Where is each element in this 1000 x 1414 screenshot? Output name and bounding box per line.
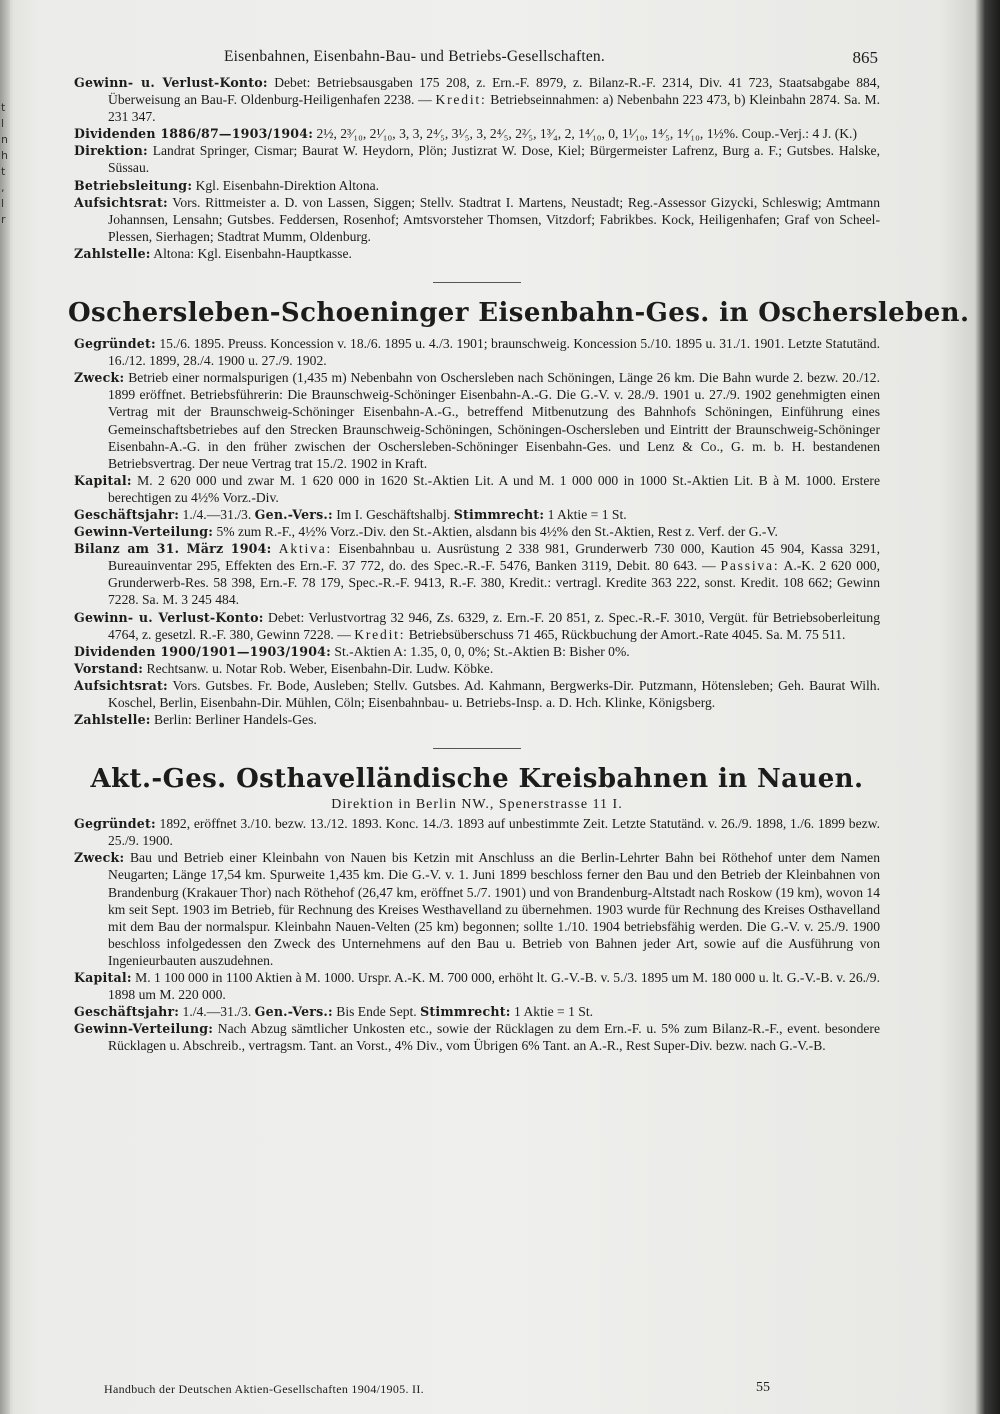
- entry-label: Gen.-Vers.:: [254, 506, 333, 522]
- entry-text: Verlustvortrag 32 946, Zs. 6329, z. Ern.-F. 20 851, z. Spec.-R.-F. 3010, Vergüt. für Betriebsoberleitung 4764, z. gesetzl. R.-F. 380, Gewinn 7228. —: [108, 609, 880, 642]
- section-divider: [433, 748, 521, 749]
- entry-label: Geschäftsjahr:: [74, 506, 180, 522]
- entry-betriebsleitung: [74, 177, 880, 194]
- entry-sublabel: Aktiva:: [271, 541, 333, 557]
- entry-label: Direktion:: [74, 143, 148, 159]
- entry-sublabel: Kredit:: [435, 92, 487, 108]
- entry-zahlstelle: [74, 245, 880, 262]
- entry-text: 1892, eröffnet 3./10. bezw. 13./12. 1893. Konc. 14./3. 1893 auf unbestimmte Zeit. Letzte Statutänd. v. 26./9. 1898, 1./6. 1899 bezw. 25./9. 1900.: [108, 816, 880, 849]
- entry-label: Dividenden 1886/87—1903/1904:: [74, 126, 314, 142]
- entry-label: Gegründet:: [74, 336, 156, 352]
- entry-direktion: [74, 142, 880, 176]
- entry-label: Gewinn- u. Verlust-Konto:: [74, 75, 268, 90]
- entry-text: Vors. Gutsbes. Fr. Bode, Ausleben; Stellv. Gutsbes. Ad. Kahmann, Bergwerks-Dir. Putzmann, Hötensleben; Geh. Baurat Wilh. Koschel, Berlin, Eisenbahn-Dir. Mühlen, Cöln; Eisenbahnbau- u. Betriebs-Insp. a. D. Hch. Klinke, Königsberg.: [108, 677, 880, 710]
- running-head-title: Eisenbahnen, Eisenbahn-Bau- und Betriebs-Gesellschaften.: [224, 48, 605, 65]
- entry-gegruendet: [74, 335, 880, 369]
- entry-label: Aufsichtsrat:: [74, 194, 168, 210]
- entry-zahlstelle: [74, 711, 880, 728]
- entry-label: Stimmrecht:: [453, 506, 545, 522]
- edge-letter: r: [1, 213, 6, 226]
- company-title: Akt.-Ges. Osthavelländische Kreisbahnen in Nauen.: [90, 764, 864, 795]
- entry-gegruendet: [74, 815, 880, 849]
- entry-label: Gegründet:: [74, 816, 156, 832]
- entry-text: 1./4.—31./3.: [179, 1004, 255, 1020]
- entry-dividenden: [74, 125, 880, 142]
- entry-label: Gen.-Vers.:: [254, 1004, 333, 1020]
- company-osthavellaendische: [74, 763, 880, 1054]
- entry-label: Zweck:: [74, 370, 125, 386]
- entry-sublabel: Passiva:: [720, 558, 780, 574]
- edge-letter: l: [1, 197, 5, 210]
- entry-text: Betriebseinnahmen: a) Nebenbahn 223 473, b) Kleinbahn 2874. Sa. M. 231 347.: [108, 92, 881, 125]
- entry-sublabel: Kredit:: [354, 626, 406, 642]
- entry-text: Nach Abzug sämtlicher Unkosten etc., sowie der Rücklagen zu dem Ern.-F. u. 5% zum Bilanz-R.-F., event. besondere Rücklagen u. Abschreib., vertragsm. Tant. an Vorst., 4% Div., vom Übrigen 6% Tant. an A.-R., Rest Super-Div. bezw. nach G.-V.-B.: [108, 1021, 880, 1054]
- entry-text: St.-Aktien A: 1.35, 0, 0, 0%; St.-Aktien B: Bisher 0%.: [331, 643, 630, 659]
- entry-text: Im I. Geschäftshalbj.: [332, 506, 454, 522]
- running-head: [74, 46, 880, 74]
- entry-label: Gewinn- u. Verlust-Konto:: [74, 609, 264, 625]
- page-number: 865: [852, 48, 878, 67]
- entry-text: 15./6. 1895. Preuss. Koncession v. 18./6. 1895 u. 4./3. 1901; braunschweig. Koncession 5./10. 1895 u. 31./1. 1901. Letzte Statutänd. 16./12. 1899, 28./4. 1900 u. 27./9. 1902.: [108, 336, 880, 369]
- entry-vorstand: [74, 660, 880, 677]
- entry-text: Debet: Betriebsausgaben 175 208, z. Ern.-F. 8979, z. Bilanz-R.-F. 2314, Div. 41 723, Staatsabgabe 884, Überweisung an Bau-F. Oldenburg-Heiligenhafen 2238. —: [108, 75, 880, 108]
- entry-gewinn-verlust: [74, 74, 880, 125]
- entry-text: 1./4.—31./3.: [179, 506, 255, 522]
- entry-geschaeftsjahr: [74, 1003, 880, 1020]
- entry-label: Zahlstelle:: [74, 712, 151, 728]
- page-content: [68, 46, 970, 1055]
- company-address: Direktion in Berlin NW., Spenerstrasse 11 I.: [331, 797, 623, 813]
- entry-label: Aufsichtsrat:: [74, 677, 168, 693]
- entry-text: 1 Aktie = 1 St.: [544, 506, 627, 522]
- company-oschersleben: [68, 297, 970, 728]
- entry-label: Vorstand:: [74, 660, 144, 676]
- entry-text: Vors. Rittmeister a. D. von Lassen, Siggen; Stellv. Stadtrat I. Martens, Neustadt; Reg.-Assessor Gizycki, Schleswig; Amtmann Johannsen, Lensahn; Gutsbes. Feddersen, Rosenhof; Amtsvorsteher Thomsen, Vitzdorf; Fabrikbes. Kock, Heiligenhafen; Graf von Scheel-Plessen, Sierhagen; Stadtrat Mumm, Oldenburg.: [108, 194, 880, 244]
- edge-letter: n: [1, 133, 8, 146]
- entry-zweck: [74, 849, 880, 969]
- entry-text: Landrat Springer, Cismar; Baurat W. Heydorn, Plön; Justizrat W. Dose, Kiel; Bürgermeister Lafrenz, Burg a. F.; Gutsbes. Halske, Süssau.: [108, 143, 880, 176]
- edge-letter: t: [1, 101, 6, 114]
- entry-gewinn-verteilung: [74, 1020, 880, 1054]
- entry-aufsichtsrat: [74, 677, 880, 711]
- entry-label: Kapital:: [74, 472, 132, 488]
- entry-text: M. 1 100 000 in 1100 Aktien à M. 1000. Urspr. A.-K. M. 700 000, erhöht lt. G.-V.-B. v. 5./3. 1895 um M. 180 000 u. lt. G.-V.-B. v. 26./9. 1898 um M. 220 000.: [108, 970, 880, 1003]
- edge-letter: l: [1, 117, 5, 130]
- entry-text: Eisenbahnbau u. Ausrüstung 2 338 981, Grunderwerb 730 000, Kaution 45 904, Kassa 3291, Bureauinventar 295, Effekten des Ern.-F. 37 772, do. des Spec.-R.-F. 5476, Banken 3119, Debit. 80 643. —: [108, 541, 880, 574]
- footer-signature: 55: [756, 1380, 770, 1395]
- entry-text: 2½, 2³⁄₁₀, 2¹⁄₁₀, 3, 3, 2⁴⁄₅, 3¹⁄₅, 3, 2⁴⁄₅, 2²⁄₅, 1³⁄₄, 2, 1⁴⁄₁₀, 0, 1¹⁄₁₀, 1⁴⁄₅, 1⁴⁄₁₀, 1½%. Coup.-Verj.: 4 J. (K.): [313, 126, 857, 142]
- entry-text: 5% zum R.-F., 4½% Vorz.-Div. den St.-Aktien, alsdann bis 4½% den St.-Aktien, Rest z. Verf. der G.-V.: [213, 524, 778, 540]
- facing-page-letters: [1, 100, 9, 228]
- edge-letter: h: [1, 149, 8, 162]
- footer-book-title: Handbuch der Deutschen Aktien-Gesellschaften 1904/1905. II.: [104, 1382, 424, 1396]
- entry-label: Gewinn-Verteilung:: [74, 524, 214, 540]
- entry-label: Stimmrecht:: [420, 1004, 511, 1020]
- entry-text: Bis Ende Sept.: [332, 1004, 421, 1020]
- edge-letter: t: [1, 165, 6, 178]
- entry-bilanz: [74, 540, 880, 608]
- entry-text: Rechtsanw. u. Notar Rob. Weber, Eisenbahn-Dir. Ludw. Köbke.: [143, 660, 494, 676]
- entry-sublabel: Debet:: [263, 609, 305, 625]
- entry-label: Gewinn-Verteilung:: [74, 1021, 214, 1037]
- entry-aufsichtsrat: [74, 194, 880, 245]
- edge-letter: ,: [1, 181, 5, 194]
- entry-label: Geschäftsjahr:: [74, 1004, 180, 1020]
- entry-text: Bau und Betrieb einer Kleinbahn von Nauen bis Ketzin mit Anschluss an die Berlin-Lehrter Bahn bei Röthehof unter dem Namen Neugarten; Länge 17,54 km. Spurweite 1,435 km. Die G.-V. v. 1. Juni 1899 beschloss ferner den Bau und den Betrieb der Kleinbahnen von Brandenburg (Krakauer Thor) nach Röthehof (26,47 km, eröffnet 5./7. 1901) und von Brandenburg-Altstadt nach Roskow (19 km), wovon 14 km seit Sept. 1903 im Betrieb, für Rechnung des Kreises Westhavelland zu übernehmen. 1903 wurde für Rechnung des Kreises Osthavelland mit dem Bau der normalspur. Kleinbahn Nauen-Velten (25 km) begonnen; sollte 1./10. 1904 betriebsfähig werden. Die G.-V. v. 25./9. 1900 beschloss infolgedessen den Zweck des Unternehmens auf den Bau u. Betrieb von Bahnen jeder Art, sowie auf die Ausführung von Ingenieurbauten auszudehnen.: [108, 850, 880, 968]
- entry-text: A.-K. 2 620 000, Grunderwerb-Res. 58 398, Ern.-F. 78 179, Spec.-R.-F. 9413, R.-F. 380, Kredit.: vertragl. Kredite 363 222, sonst. Kredit. 108 662; Gewinn 7228. Sa. M. 3 245 484.: [108, 558, 881, 608]
- entry-label: Kapital:: [74, 970, 132, 986]
- section-divider: [433, 282, 521, 283]
- entry-geschaeftsjahr: [74, 506, 880, 523]
- entry-gewinn-verlust: [74, 609, 880, 643]
- entry-kapital: [74, 969, 880, 1003]
- entry-kapital: [74, 472, 880, 506]
- entry-label: Betriebsleitung:: [74, 177, 193, 193]
- entry-label: Zweck:: [74, 850, 125, 866]
- page-footer: [104, 1382, 774, 1402]
- entry-text: Berlin: Berliner Handels-Ges.: [150, 712, 317, 728]
- entry-label: Bilanz am 31. März 1904:: [74, 541, 272, 557]
- entry-text: Kgl. Eisenbahn-Direktion Altona.: [192, 177, 380, 193]
- entry-text: Betriebsüberschuss 71 465, Rückbuchung der Amort.-Rate 4045. Sa. M. 75 511.: [405, 626, 846, 642]
- entry-dividenden: [74, 643, 880, 660]
- entry-gewinn-verteilung: [74, 523, 880, 540]
- company-title: Oschersleben-Schoeninger Eisenbahn-Ges. in Oschersleben.: [68, 298, 970, 329]
- entry-text: Betrieb einer normalspurigen (1,435 m) Nebenbahn von Oschersleben nach Schöningen, Länge 26 km. Die Bahn wurde 2. bezw. 20./12. 1899 eröffnet. Betriebsführerin: Die Braunschweig-Schöninger Eisenbahn-A.-G. Die G.-V. v. 28./9. 1901 u. 27./9. 1902 genehmigten einen Vertrag mit der Braunschweig-Schöninger Eisenbahn-A.-G., betreffend Mitbenutzung des Bahnhofs Schöningen, Einführung eines Gemeinschaftsbetriebes auf den Strecken Braunschweig-Schöningen, Schöningen-Oschersleben und Eintritt der Braunschweig-Schöninger Eisenbahn-A.-G. in den früher zwischen der Oschersleben-Schöninger Eisenbahn-Ges. und Lenz & Co., G. m. b. H. bestandenen Betriebsvertrag. Der neue Vertrag trat 15./2. 1902 in Kraft.: [108, 370, 880, 471]
- entry-text: Altona: Kgl. Eisenbahn-Hauptkasse.: [150, 245, 352, 261]
- entry-label: Zahlstelle:: [74, 245, 151, 261]
- previous-company-continuation: [74, 74, 880, 262]
- entry-zweck: [74, 369, 880, 472]
- entry-text: 1 Aktie = 1 St.: [510, 1004, 594, 1020]
- entry-text: M. 2 620 000 und zwar M. 1 620 000 in 1620 St.-Aktien Lit. A und M. 1 000 000 in 1000 St.-Aktien Lit. B à M. 1000. Erstere berechtigen zu 4½% Vorz.-Div.: [108, 472, 880, 505]
- entry-label: Dividenden 1900/1901—1903/1904:: [74, 643, 331, 659]
